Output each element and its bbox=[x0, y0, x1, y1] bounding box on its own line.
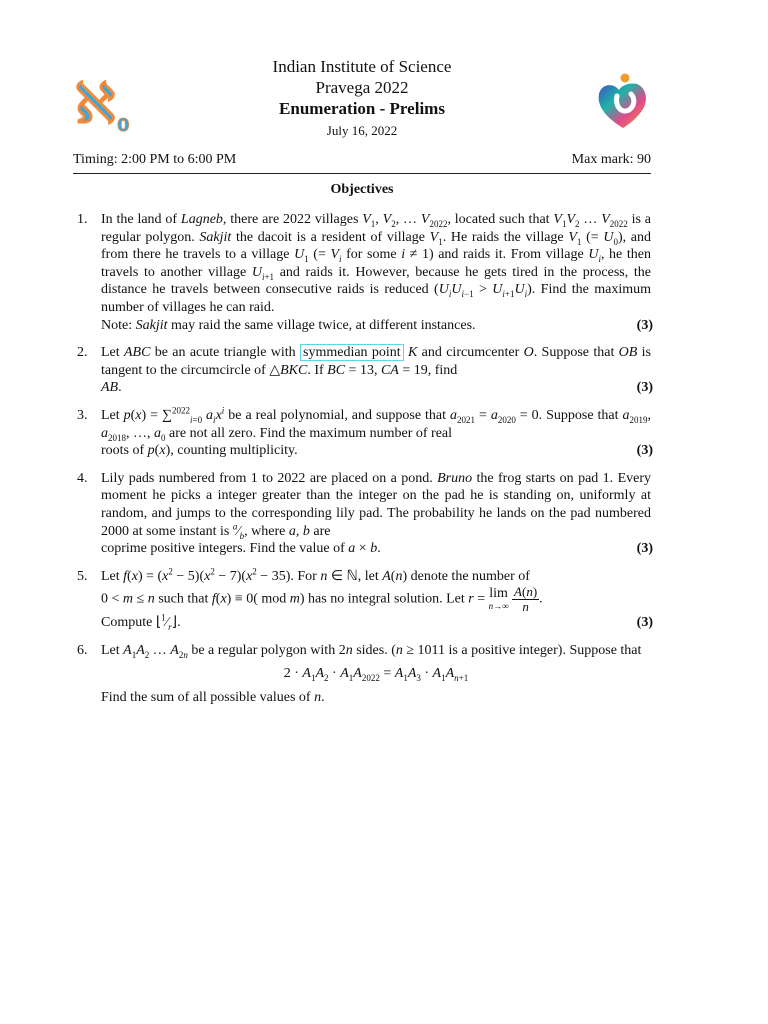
problem-marks: (3) bbox=[636, 615, 653, 631]
svg-text:0: 0 bbox=[117, 115, 130, 132]
symmedian-point-link[interactable]: symmedian point bbox=[300, 344, 404, 361]
problem-marks: (3) bbox=[636, 380, 653, 396]
problem-list bbox=[73, 211, 651, 717]
problem-number: 4. bbox=[77, 470, 88, 486]
problem-number: 6. bbox=[77, 642, 88, 658]
institute-name: Indian Institute of Science bbox=[272, 57, 452, 76]
header bbox=[73, 56, 651, 146]
problem-text: In the land of Lagneb, there are 2022 villages $V_1$, $V_2$, … $V_{2022}$, located such that $V_1V_2$ … $V_{2022}$ is a regular polygon. Sakjit the dacoit is a resident of village $V_1$. He raids the village $V_1$ (= $U_0$), and from there he travels to a village $U_1$ (= $V_i$ for some i ≠ 1) and raids it. From village $U_i$, he then travels to another village $U_{i+1}$ and raids it. However, because he gets tired in the process, the distance he travels between consecutive raids is reduced $(U_iU_{i-1} > U_{i+1}U_i)$. Find the maximum number of villages he can raid. Note: Sakjit may raid the same village twice, at different instances. (3) bbox=[101, 212, 653, 333]
problem-4 bbox=[73, 470, 651, 558]
event-name: Pravega 2022 bbox=[315, 78, 409, 97]
problem-text: Lily pads numbered from 1 to 2022 are placed on a pond. Bruno the frog starts on pad 1. Every moment he picks a integer greater than the integer on the pad he is standing on, uniformly at random, and jumps to the corresponding lily pad. The probability he lands on the pad numbered 2000 at some instant is $^a⁄_b$, where a, b are coprime positive integers. Find the value of a × b. (3) bbox=[101, 470, 653, 557]
problem-text: Let $f(x) = (x^2 - 5)(x^2 - 7)(x^2 - 35)$. For n ∈ ℕ, let A(n) denote the number of 0 < m ≤ n such that f(x) ≡ 0( mod m) has no integral solution. Let r = lim n→∞ $\frac{A(n)}{n}$ . Compute $⌊^1⁄_r⌋$. (3) bbox=[101, 566, 653, 633]
problem-number: 2. bbox=[77, 345, 88, 361]
problem-2 bbox=[73, 344, 651, 397]
problem-number: 5. bbox=[77, 568, 88, 584]
problem-number: 3. bbox=[77, 407, 88, 423]
problem-text: Let ABC be an acute triangle with symmedian point K and circumcenter O. Suppose that OB is tangent to the circumcircle of △BKC. If BC = 13, CA = 19, find AB. (3) bbox=[101, 345, 653, 396]
problem-text: Let $A_1A_2$ … $A_{2n}$ be a regular polygon with 2n sides. (n ≥ 1011 is a positive integer). Suppose that $2 \cdot A_1A_2 \cdot A_1A_{2022} = A_1A_3 \cdot A_1A_{n+1}$ Find the sum of all possible values of n. bbox=[101, 642, 642, 706]
problem-1 bbox=[73, 211, 651, 334]
paper-title: Enumeration - Prelims bbox=[279, 99, 445, 118]
problem-number: 1. bbox=[77, 212, 88, 227]
problem-3 bbox=[73, 407, 651, 460]
timing-row bbox=[73, 152, 651, 174]
paper-date: July 16, 2022 bbox=[326, 123, 398, 138]
header-divider bbox=[73, 173, 651, 174]
svg-text:ℵ: ℵ bbox=[75, 74, 116, 132]
problem-6 bbox=[73, 642, 651, 707]
problem-marks: (3) bbox=[636, 541, 653, 557]
timing-label: Timing: 2:00 PM to 6:00 PM bbox=[73, 152, 237, 167]
section-title: Objectives bbox=[330, 182, 394, 197]
header-text bbox=[173, 56, 551, 140]
problem-marks: (3) bbox=[636, 443, 653, 459]
pravega-heart-logo bbox=[595, 72, 651, 132]
aleph-null-logo bbox=[73, 74, 137, 132]
problem-5 bbox=[73, 568, 651, 632]
max-mark-label: Max mark: 90 bbox=[571, 152, 651, 167]
problem-text: Let p(x) = ∑$^{2022}_{i=0}$ $a_ix^i$ be a real polynomial, and suppose that $a_{2021} = a_{2020} = 0$. Suppose that $a_{2019}$, $a_{2018}$, …, $a_0$ are not all zero. Find the maximum number of real roots of p(x), counting multiplicity. (3) bbox=[101, 405, 653, 459]
problem-marks: (3) bbox=[636, 317, 653, 333]
